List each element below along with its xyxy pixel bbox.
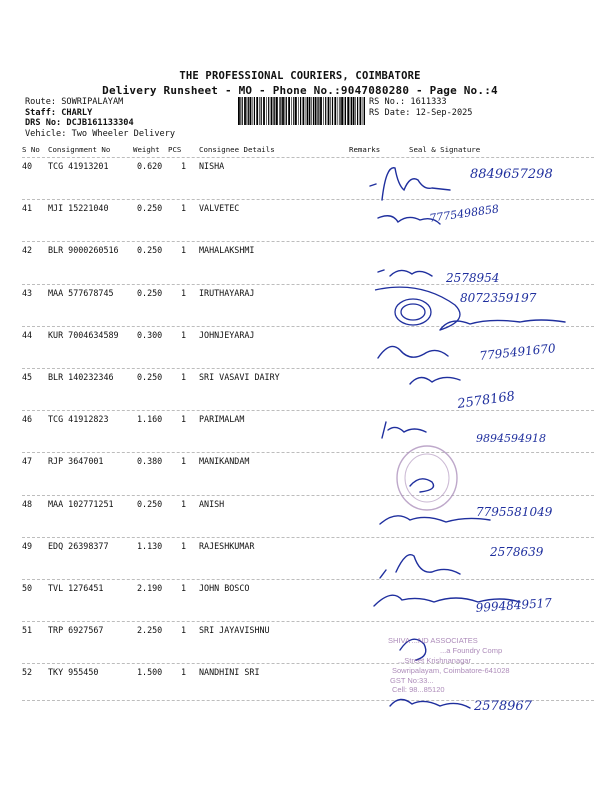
row-weight: 0.250 — [137, 371, 163, 382]
row-consignee: MANIKANDAM — [199, 456, 250, 467]
row-consignment: TRP 6927567 — [48, 625, 104, 636]
col-weight: Weight — [133, 145, 160, 154]
rs-info — [369, 97, 472, 118]
row-weight: 1.130 — [137, 540, 163, 551]
table-row — [22, 326, 594, 368]
row-consignee: RAJESHKUMAR — [199, 540, 255, 551]
row-weight: 0.380 — [137, 456, 163, 467]
row-pcs: 1 — [181, 245, 187, 256]
vehicle: Vehicle: Two Wheeler Delivery — [25, 128, 176, 139]
handwriting-r43a: 2578954 — [446, 271, 500, 285]
row-sno: 52 — [22, 667, 33, 678]
runsheet-title: Delivery Runsheet - MO - Phone No.:9047080280 - Page No.:4 — [102, 84, 498, 97]
row-consignee: NANDHINI SRI — [199, 667, 260, 678]
handwriting-r48: 7795581049 — [476, 505, 553, 519]
table-row — [22, 410, 594, 452]
row-consignment: MAA 577678745 — [48, 287, 114, 298]
row-sno: 47 — [22, 456, 33, 467]
row-weight: 0.250 — [137, 203, 163, 214]
handwriting-r43b: 8072359197 — [460, 291, 537, 305]
col-sno: S No — [22, 145, 40, 154]
row-consignment: RJP 3647001 — [48, 456, 104, 467]
stamp-line3: ...Street Krishnanagar — [398, 656, 471, 665]
row-consignee: NISHA — [199, 161, 225, 171]
rs-no: RS No.: 1611333 — [369, 97, 447, 107]
handwriting-r40: 8849657298 — [470, 167, 553, 182]
row-consignment: TVL 1276451 — [48, 582, 104, 593]
barcode — [238, 97, 365, 125]
col-consignee: Consignee Details — [199, 145, 275, 154]
col-pcs: PCS — [168, 145, 182, 154]
table-header — [22, 145, 592, 155]
row-weight: 0.300 — [137, 329, 163, 340]
table-row — [22, 157, 594, 199]
row-weight: 1.160 — [137, 414, 163, 425]
row-pcs: 1 — [181, 203, 187, 214]
handwriting-r52: 2578967 — [474, 699, 532, 714]
row-pcs: 1 — [181, 625, 187, 636]
row-sno: 41 — [22, 203, 33, 214]
handwriting-r51: 9994849517 — [475, 595, 553, 615]
row-weight: 2.250 — [137, 625, 163, 636]
row-sno: 44 — [22, 329, 33, 340]
handwriting-r41: 7775498858 — [428, 202, 500, 225]
delivery-table — [22, 157, 594, 705]
stamp-line4: Sowripalayam, Coimbatore-641028 — [392, 666, 510, 675]
table-row — [22, 284, 594, 326]
col-consignment: Consignment No — [48, 145, 111, 154]
stamp-line6: Cell: 98...85120 — [392, 685, 445, 694]
row-consignment: EDQ 26398377 — [48, 540, 109, 551]
row-pcs: 1 — [181, 540, 187, 551]
row-consignment: TKY 955450 — [48, 667, 99, 678]
row-consignee: IRUTHAYARAJ — [199, 287, 255, 298]
table-end-rule — [22, 700, 594, 701]
row-consignment: KUR 7004634589 — [48, 329, 119, 340]
rs-date: RS Date: 12-Sep-2025 — [369, 107, 473, 118]
row-weight: 1.500 — [137, 667, 163, 678]
route: Route: SOWRIPALAYAM — [25, 97, 124, 107]
row-weight: 0.250 — [137, 287, 163, 298]
row-pcs: 1 — [181, 414, 187, 425]
table-row — [22, 621, 594, 663]
row-pcs: 1 — [181, 582, 187, 593]
drs-no: DRS No: DCJB161133304 — [25, 118, 134, 128]
row-pcs: 1 — [181, 371, 187, 382]
table-row — [22, 579, 594, 621]
row-consignee: SRI VASAVI DAIRY — [199, 371, 280, 382]
row-pcs: 1 — [181, 667, 187, 678]
row-consignee: JOHNJEYARAJ — [199, 329, 255, 340]
row-sno: 43 — [22, 287, 33, 298]
row-consignee: JOHN BOSCO — [199, 582, 250, 593]
row-pcs: 1 — [181, 287, 187, 298]
handwriting-r49: 2578639 — [490, 545, 544, 559]
row-consignee: PARIMALAM — [199, 414, 245, 425]
row-consignment: TCG 41913201 — [48, 161, 109, 171]
row-sno: 49 — [22, 540, 33, 551]
route-info — [25, 97, 175, 139]
row-consignment: MJI 15221040 — [48, 203, 109, 214]
row-sno: 45 — [22, 371, 33, 382]
row-weight: 0.250 — [137, 245, 163, 256]
row-consignment: BLR 140232346 — [48, 371, 114, 382]
table-row — [22, 199, 594, 241]
company-title: THE PROFESSIONAL COURIERS, COIMBATORE — [179, 70, 421, 82]
row-sno: 50 — [22, 582, 33, 593]
stamp-line2: ...a Foundry Comp — [440, 646, 503, 655]
row-consignment: MAA 102771251 — [48, 498, 114, 509]
row-consignee: VALVETEC — [199, 203, 240, 214]
row-weight: 2.190 — [137, 582, 163, 593]
handwriting-r46: 9894594918 — [476, 432, 546, 445]
row-pcs: 1 — [181, 161, 187, 171]
stamp-line1: SHIVA ...ND ASSOCIATES — [388, 636, 478, 645]
row-weight: 0.250 — [137, 498, 163, 509]
row-consignment: TCG 41912823 — [48, 414, 109, 425]
row-weight: 0.620 — [137, 161, 163, 171]
row-consignee: SRI JAYAVISHNU — [199, 625, 270, 636]
row-pcs: 1 — [181, 329, 187, 340]
row-sno: 48 — [22, 498, 33, 509]
stamp-line5: GST No:33... — [390, 676, 434, 685]
row-pcs: 1 — [181, 456, 187, 467]
table-row — [22, 537, 594, 579]
col-seal-signature: Seal & Signature — [409, 145, 481, 154]
row-sno: 46 — [22, 414, 33, 425]
handwriting-r45b: 2578168 — [456, 389, 516, 412]
table-row — [22, 368, 594, 410]
row-consignee: ANISH — [199, 498, 225, 509]
row-sno: 40 — [22, 161, 33, 171]
row-sno: 42 — [22, 245, 33, 256]
row-pcs: 1 — [181, 498, 187, 509]
row-consignee: MAHALAKSHMI — [199, 245, 255, 256]
table-row — [22, 452, 594, 494]
row-sno: 51 — [22, 625, 33, 636]
row-consignment: BLR 9000260516 — [48, 245, 119, 256]
staff: Staff: CHARLY — [25, 107, 93, 118]
table-row — [22, 241, 594, 283]
handwriting-r45a: 7795491670 — [478, 341, 557, 363]
col-remarks: Remarks — [349, 145, 381, 154]
table-row — [22, 495, 594, 537]
